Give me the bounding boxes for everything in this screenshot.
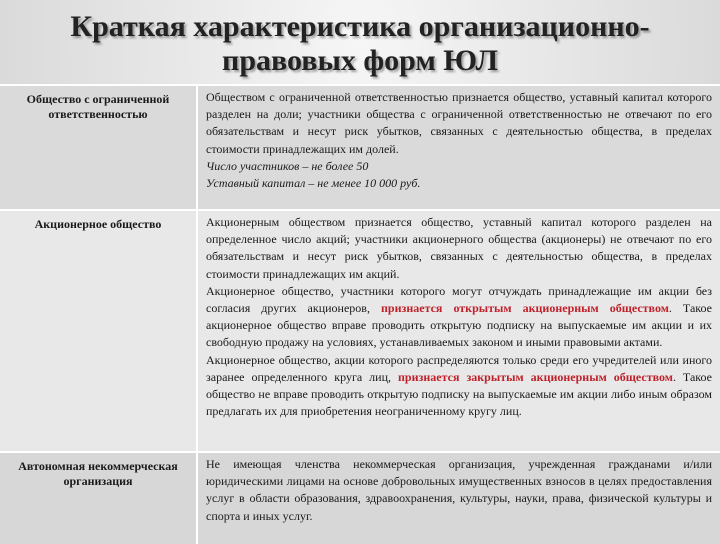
table-row-ano xyxy=(0,452,720,544)
title-line-1: Краткая характеристика организационно- xyxy=(70,10,650,43)
form-name-jsc: Акционерное общество xyxy=(34,217,162,231)
jsc-closed-text: Акционерное общество, акции которого распределяются только среди его учредителей или иного заранее определенного круга лиц, xyxy=(206,352,712,384)
ano-definition: Не имеющая членства некоммерческая организация, учрежденная гражданами и/или юридическими лицами на основе добровольных имущественных взносов в целях предоставления услуг в области образования, здравоохранения, культуры, науки, права, физической культуры и спорта и иных услуг. xyxy=(206,457,712,523)
jsc-closed-paragraph xyxy=(206,352,712,421)
title-line-2: правовых форм ЮЛ xyxy=(222,44,498,77)
jsc-definition: Акционерным обществом признается общество, уставный капитал которого разделен на определенное число акций; участники акционерного общества (акционеры) не отвечают по его обязательствам и несут риск убытков, связанных с деятельностью общества, в пределах стоимости принадлежащих им акций. xyxy=(206,215,712,281)
jsc-closed-text-cont: . Такое общество не вправе проводить открытую подписку на выпускаемые им акции либо иным образом предлагать их для приобретения неограниченному кругу лиц. xyxy=(206,369,712,419)
jsc-open-highlight: признается открытым акционерным обществом xyxy=(381,301,669,316)
form-description-jsc xyxy=(198,211,720,420)
llc-participants-note: Число участников – не более 50 xyxy=(206,158,369,173)
form-description-llc xyxy=(198,86,720,192)
form-description-cell xyxy=(197,86,720,210)
form-name-llc: Общество с ограниченной ответственностью xyxy=(26,92,170,121)
jsc-closed-highlight: признается закрытым акционерным обществом xyxy=(398,369,673,384)
table-row-jsc xyxy=(0,210,720,452)
form-description-ano xyxy=(198,453,720,525)
form-name-ano: Автономная некоммерческая организация xyxy=(18,459,178,488)
form-name-cell xyxy=(0,210,197,452)
form-name-cell xyxy=(0,452,197,544)
page-title xyxy=(60,10,660,78)
llc-capital-note: Уставный капитал – не менее 10 000 руб. xyxy=(206,176,421,191)
form-description-cell xyxy=(197,452,720,544)
jsc-open-paragraph xyxy=(206,283,712,352)
form-description-cell xyxy=(197,210,720,452)
form-name-cell xyxy=(0,86,197,210)
jsc-open-text-cont: . Такое акционерное общество вправе проводить открытую подписку на выпускаемые им акции и их свободную продажу на условиях, устанавливаемых законом и иными правовыми актами. xyxy=(206,301,712,350)
jsc-open-text: Акционерное общество, участники которого могут отчуждать принадлежащие им акции без согласия других акционеров, xyxy=(206,283,712,316)
table-row-llc xyxy=(0,86,720,210)
legal-forms-table xyxy=(0,86,720,544)
llc-definition: Обществом с ограниченной ответственностью признается общество, уставный капитал которого разделен на доли; участники общества с ограниченной ответственностью не отвечают по его обязательствам и несут риск убытков, связанных с деятельностью общества, в пределах стоимости принадлежащих им долей. xyxy=(206,90,712,156)
